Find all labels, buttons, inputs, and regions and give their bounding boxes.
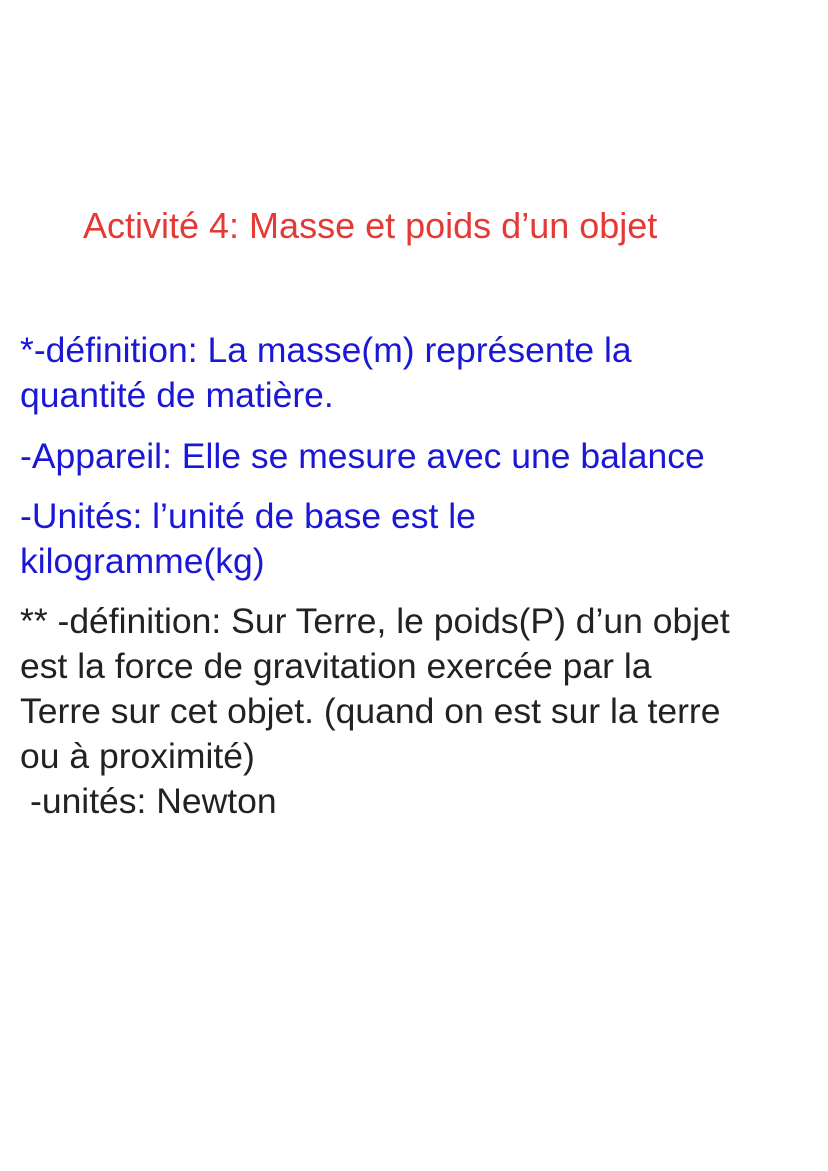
mass-units-line-2: kilogramme(kg) xyxy=(20,541,265,581)
document-body xyxy=(20,328,820,824)
weight-units xyxy=(20,779,820,824)
weight-definition-line-4: ou à proximité) xyxy=(20,736,255,776)
mass-apparatus xyxy=(20,434,820,479)
mass-apparatus-line: -Appareil: Elle se mesure avec une balance xyxy=(20,436,705,476)
weight-units-line: -unités: Newton xyxy=(30,781,277,821)
mass-definition-line-2: quantité de matière. xyxy=(20,375,334,415)
mass-definition-line-1: *-définition: La masse(m) représente la xyxy=(20,330,632,370)
mass-definition xyxy=(20,328,820,418)
weight-definition-line-3: Terre sur cet objet. (quand on est sur la terre xyxy=(20,691,721,731)
mass-units-line-1: -Unités: l’unité de base est le xyxy=(20,496,476,536)
weight-definition-line-1: ** -définition: Sur Terre, le poids(P) d’un objet xyxy=(20,601,730,641)
weight-definition xyxy=(20,599,820,779)
page-title: Activité 4: Masse et poids d’un objet xyxy=(83,205,658,246)
mass-units xyxy=(20,494,820,584)
weight-definition-line-2: est la force de gravitation exercée par la xyxy=(20,646,652,686)
